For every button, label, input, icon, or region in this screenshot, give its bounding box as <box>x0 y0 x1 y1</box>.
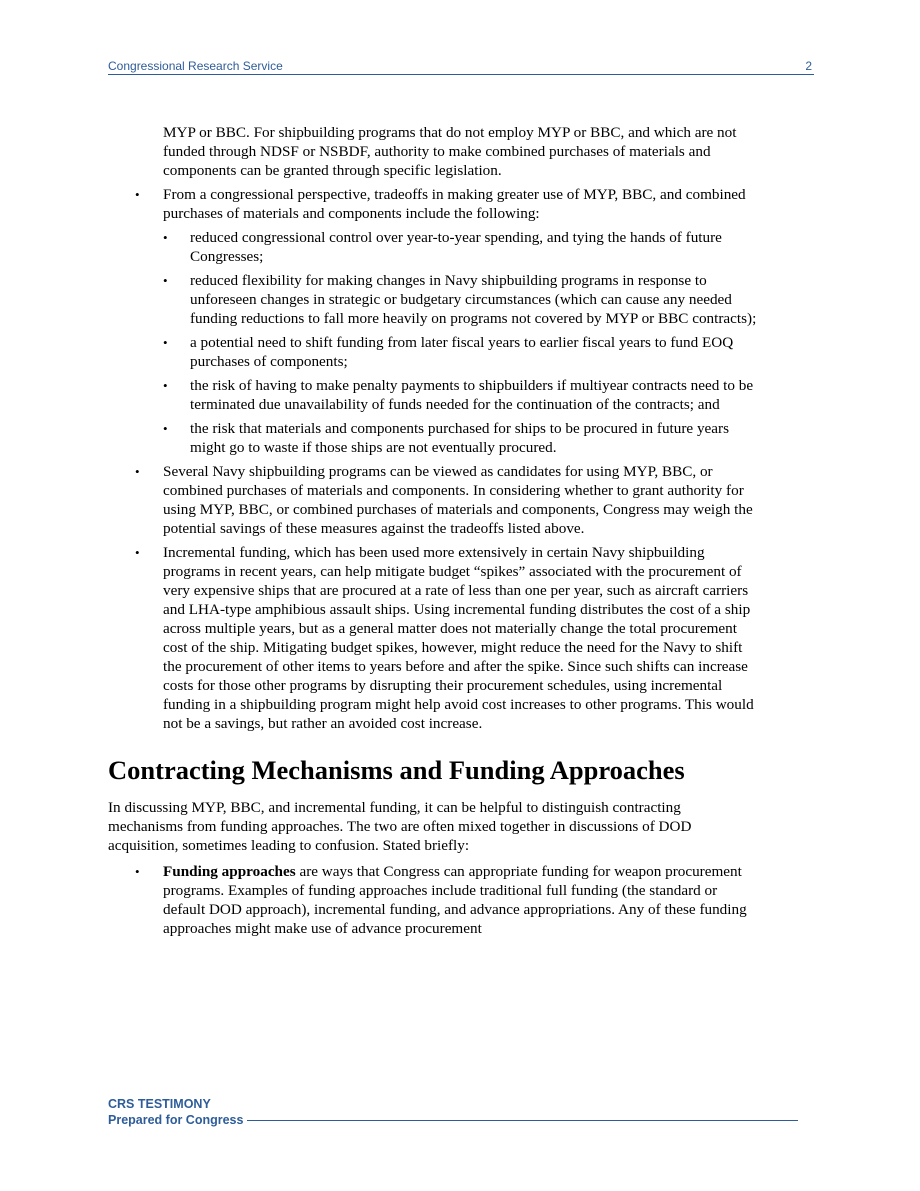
header-org-name: Congressional Research Service <box>108 59 283 73</box>
bullet-icon: • <box>135 545 140 560</box>
page-header <box>108 58 814 75</box>
bullet-icon: • <box>135 864 140 879</box>
list-item <box>108 462 758 538</box>
section-heading: Contracting Mechanisms and Funding Approaches <box>108 755 685 785</box>
footer-title: CRS TESTIMONY <box>108 1097 211 1111</box>
sub-bullet-list <box>163 228 758 457</box>
sub-list-item <box>163 228 758 266</box>
footer-subtitle: Prepared for Congress <box>108 1113 244 1127</box>
footer-rule <box>247 1120 798 1121</box>
bullet-icon: • <box>163 378 168 393</box>
sub-list-item-text: reduced congressional control over year-to-year spending, and tying the hands of future Congresses; <box>190 229 722 265</box>
sub-list-item <box>163 271 758 328</box>
page-footer <box>108 1096 798 1128</box>
sub-list-item-text: a potential need to shift funding from later fiscal years to earlier fiscal years to fund EOQ purchases of components; <box>190 334 734 370</box>
sub-list-item-text: reduced flexibility for making changes in Navy shipbuilding programs in response to unforeseen changes in strategic or budgetary circumstances (which can cause any needed funding reductions to fall more heavily on programs not covered by MYP or BBC contracts); <box>190 272 757 327</box>
list-item-text: Several Navy shipbuilding programs can be viewed as candidates for using MYP, BBC, or combined purchases of materials and components. In considering whether to grant authority for using MYP, BBC, or combined purchases of materials and components, Congress may weigh the potential savings of these measures against the tradeoffs listed above. <box>163 463 753 537</box>
list-item-text: From a congressional perspective, tradeoffs in making greater use of MYP, BBC, and combined purchases of materials and components include the following: <box>163 186 746 222</box>
section-intro: In discussing MYP, BBC, and incremental funding, it can be helpful to distinguish contracting mechanisms from funding approaches. The two are often mixed together in discussions of DOD acquisition, sometimes leading to confusion. Stated briefly: <box>108 799 692 854</box>
continued-paragraph: MYP or BBC. For shipbuilding programs that do not employ MYP or BBC, and which are not funded through NDSF or NSBDF, authority to make combined purchases of materials and components can be granted through specific legislation. <box>163 124 737 179</box>
document-body <box>108 123 758 943</box>
sub-list-item <box>163 376 758 414</box>
sub-list-item <box>163 333 758 371</box>
list-item-text: are ways that Congress can appropriate funding for weapon procurement programs. Examples of funding approaches include traditional full funding (the standard or default DOD approach), incremental funding, and advance appropriations. Any of these funding approaches might make use of advance procurement <box>163 863 747 937</box>
bullet-icon: • <box>135 187 140 202</box>
page-number: 2 <box>805 59 812 73</box>
bullet-icon: • <box>163 421 168 436</box>
bullet-icon: • <box>163 335 168 350</box>
bullet-icon: • <box>135 464 140 479</box>
bullet-icon: • <box>163 230 168 245</box>
term-funding-approaches: Funding approaches <box>163 863 296 880</box>
bullet-list <box>108 862 758 938</box>
list-item-text: Incremental funding, which has been used more extensively in certain Navy shipbuilding programs in recent years, can help mitigate budget “spikes” associated with the procurement of very expensive ships that are procured at a rate of less than one per year, such as aircraft carriers and LHA-type amphibious assault ships. Using incremental funding distributes the cost of a ship across multiple years, but as a general matter does not materially change the total procurement cost of the ship. Mitigating budget spikes, however, might reduce the need for the Navy to shift the procurement of other items to years before and after the spike. Since such shifts can increase costs for those other programs by disrupting their procurement schedules, using incremental funding in a shipbuilding program might help avoid cost increases to other programs. This would not be a savings, but rather an avoided cost increase. <box>163 544 754 732</box>
sub-list-item <box>163 419 758 457</box>
sub-list-item-text: the risk that materials and components purchased for ships to be procured in future years might go to waste if those ships are not eventually procured. <box>190 420 729 456</box>
list-item <box>108 862 758 938</box>
list-item <box>108 543 758 733</box>
bullet-list <box>108 185 758 733</box>
sub-list-item-text: the risk of having to make penalty payments to shipbuilders if multiyear contracts need to be terminated due unavailability of funds needed for the continuation of the contracts; and <box>190 377 754 413</box>
bullet-icon: • <box>163 273 168 288</box>
list-item <box>108 185 758 457</box>
